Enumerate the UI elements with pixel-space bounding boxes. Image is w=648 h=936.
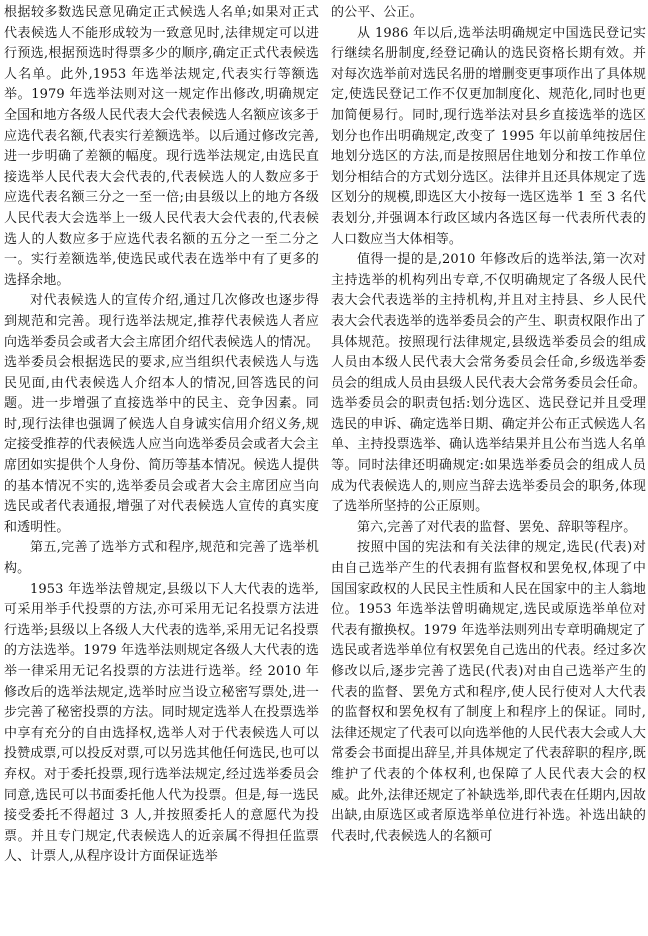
paragraph-voter-registration: 从 1986 年以后,选举法明确规定中国选民登记实行继续名册制度,经登记确认的选民资格长期有效。并对每次选举前对选民名册的增删变更事项作出了具体规定,使选民登记工作不仅更加制度化、规范化,同时也更加简便易行。同时,现行选举法对县乡直接选举的选区划分也作出明确规定,改变了 1995 年以前单纯按居住地划分选区的方法,而是按照居住地划分和按工作单位划分相结合的方式划分选区。法律并且还具体规定了选区划分的规模,即选区大小按每一选区选举 1 至 3 名代表划分,并强调本行政区域内各选区每一代表所代表的人口数应当大体相等。 — [331, 25, 646, 247]
left-column — [4, 3, 319, 933]
paragraph-election-committee: 值得一提的是,2010 年修改后的选举法,第一次对主持选举的机构列出专章,不仅明确规定了各级人民代表大会代表选举的主持机构,并且对主持县、乡人民代表大会代表选举的选举委员会的产生、职责权限作出了具体规范。按照现行法律规定,县级选举委员会的组成人员由本级人民代表大会常务委员会任命,乡级选举委员会的组成人员由县级人民代表大会常务委员会任命。选举委员会的职责包括:划分选区、选民登记并且受理选民的申诉、确定选举日期、确定并公布正式候选人名单、主持投票选举、确认选举结果并且公布当选人名单等。同时法律还明确规定:如果选举委员会的组成人员成为代表候选人的,则应当辞去选举委员会的职务,体现了选举所坚持的公正原则。 — [331, 252, 646, 515]
section-heading-fifth: 第五,完善了选举方式和程序,规范和完善了选举机构。 — [4, 540, 319, 577]
section-heading-sixth: 第六,完善了对代表的监督、罢免、辞职等程序。 — [357, 519, 637, 535]
paragraph-continuation-candidates: 根据较多数选民意见确定正式候选人名单;如果对正式代表候选人不能形成较为一致意见时,法律规定可以进行预选,根据预选时得票多少的顺序,确定正式代表候选人名单。此外,1953 年选举法规定,代表实行等额选举。1979 年选举法则对这一规定作出修改,明确规定全国和地方各级人民代表大会代表候选人名额应该多于应选代表名额,代表实行差额选举。以后通过修改完善,进一步明确了差额的幅度。现行选举法规定,由选民直接选举人民代表大会代表的,代表候选人的人数应多于应选代表名额三分之一至一倍;由县级以上的地方各级人民代表大会选举上一级人民代表大会代表的,代表候选人的人数应多于应选代表名额的五分之一至二分之一。实行差额选举,使选民或代表在选举中有了更多的选择余地。 — [4, 5, 319, 288]
paragraph-voting-methods: 1953 年选举法曾规定,县级以下人大代表的选举,可采用举手代投票的方法,亦可采用无记名投票方法进行选举;县级以上各级人大代表的选举,采用无记名投票的方法选举。1979 年选举法则规定各级人大代表的选举一律采用无记名投票的方法进行选举。经 2010 年修改后的选举法规定,选举时应当设立秘密写票处,进一步完善了秘密投票的方法。同时规定选举人在投票选举中享有充分的自由选择权,选举人对于代表候选人可以投赞成票,可以投反对票,可以另选其他任何选民,也可以弃权。对于委托投票,现行选举法规定,经过选举委员会同意,选民可以书面委托他人代为投票。但是,每一选民接受委托不得超过 3 人,并按照委托人的意愿代为投票。并且专门规定,代表候选人的近亲属不得担任监票人、计票人,从程序设计方面保证选举 — [4, 581, 319, 865]
paragraph-continuation-fairness: 的公平、公正。 — [331, 5, 423, 20]
right-column — [331, 3, 646, 933]
paragraph-candidate-publicity: 对代表候选人的宣传介绍,通过几次修改也逐步得到规范和完善。现行选举法规定,推荐代表候选人者应向选举委员会或者大会主席团介绍代表候选人的情况。选举委员会根据选民的要求,应当组织代表候选人与选民见面,由代表候选人介绍本人的情况,回答选民的问题。进一步增强了直接选举中的民主、竞争因素。同时,现行法律也强调了候选人自身诚实信用介绍义务,规定接受推荐的代表候选人应当向选举委员会或者大会主席团如实提供个人身份、简历等基本情况。候选人提供的基本情况不实的,选举委员会或者大会主席团应当向选民或者代表通报,增强了对代表候选人宣传的真实度和透明性。 — [4, 293, 319, 535]
paragraph-supervision-recall: 按照中国的宪法和有关法律的规定,选民(代表)对由自己选举产生的代表拥有监督权和罢免权,体现了中国国家政权的人民民主性质和人民在国家中的主人翁地位。1953 年选举法曾明确规定,选民或原选举单位对代表有撤换权。1979 年选举法则列出专章明确规定了选民或者选举单位有权罢免自己选出的代表。经过多次修改以后,逐步完善了选民(代表)对由自己选举产生的代表的监督、罢免方式和程序,使人民行使对人大代表的监督权和罢免权有了制度上和程序上的保证。同时,法律还规定了代表可以向选举他的人民代表大会或人大常委会书面提出辞呈,并具体规定了代表辞职的程序,既维护了代表的个体权利,也保障了人民代表大会的权威。此外,法律还规定了补缺选举,即代表在任期内,因故出缺,由原选区或者原选举单位进行补选。补选出缺的代表时,代表候选人的名额可 — [331, 540, 646, 844]
